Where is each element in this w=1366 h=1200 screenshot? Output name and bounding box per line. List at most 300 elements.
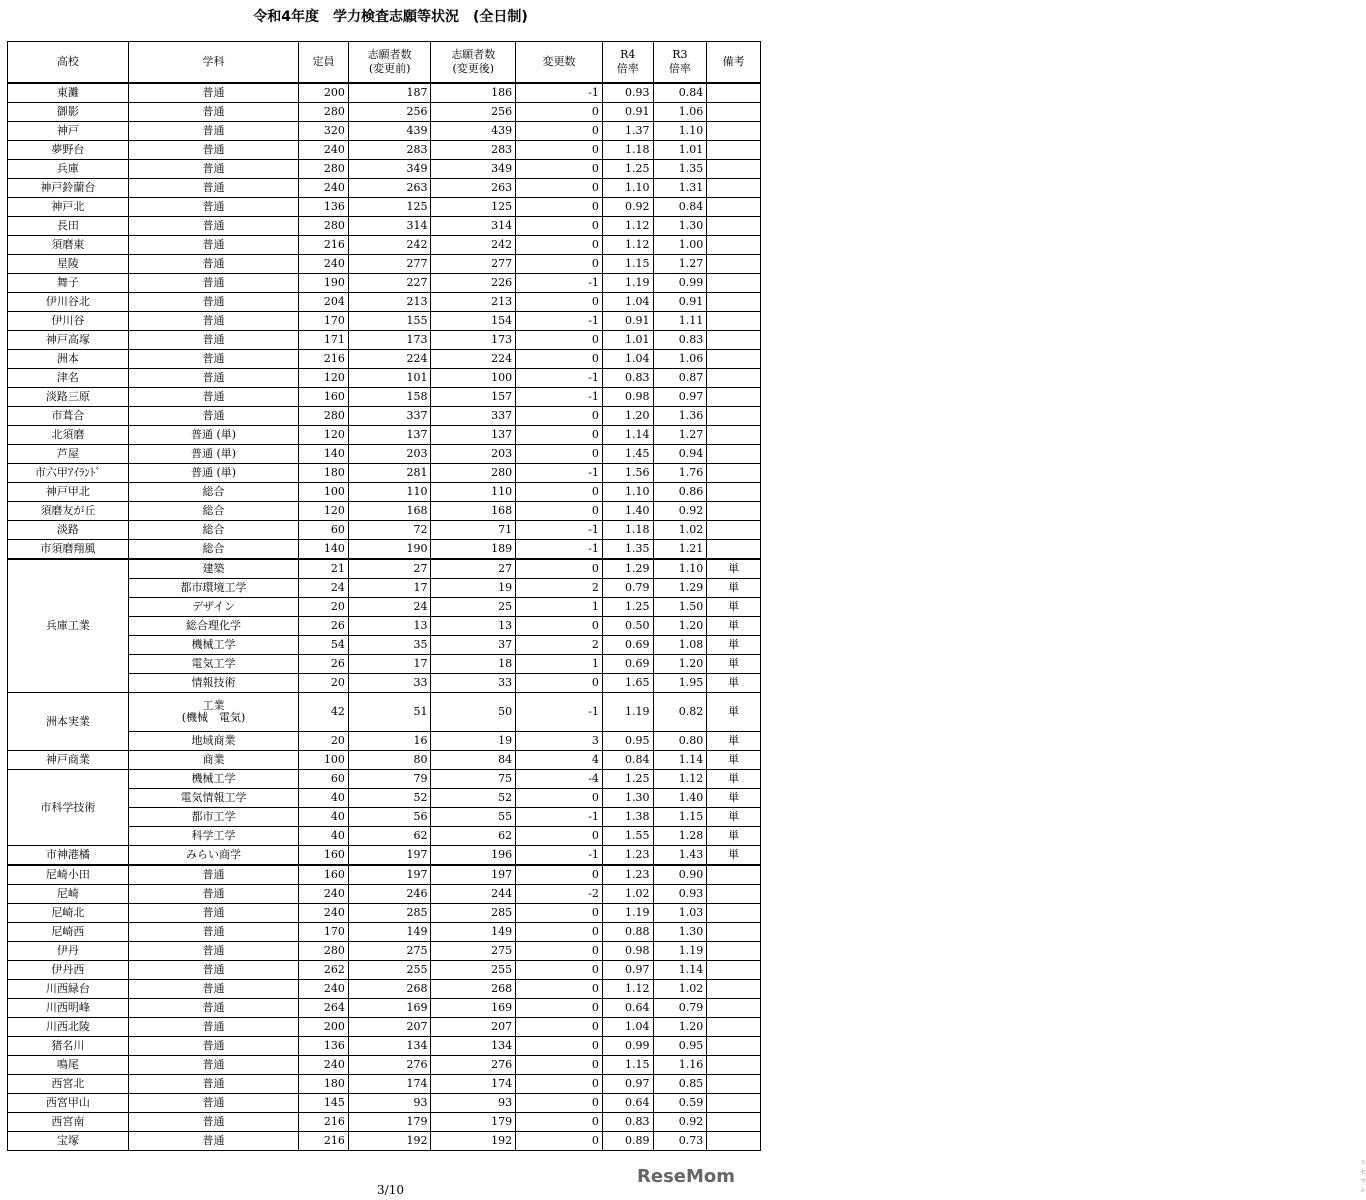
cell-r3-ratio: 1.11 [653,312,707,331]
cell-r4-ratio: 1.04 [602,293,653,312]
cell-r3-ratio: 1.31 [653,179,707,198]
cell-note: 単 [707,636,761,655]
cell-note [707,198,761,217]
cell-note [707,141,761,160]
cell-change: 2 [516,636,603,655]
cell-capacity: 26 [299,617,349,636]
cell-school: 伊丹西 [8,961,129,980]
cell-applicants-after: 179 [431,1113,516,1132]
cell-note: 単 [707,827,761,846]
cell-applicants-after: 52 [431,789,516,808]
cell-applicants-before: 242 [348,236,431,255]
cell-capacity: 180 [299,1075,349,1094]
cell-note [707,1056,761,1075]
cell-capacity: 21 [299,559,349,579]
cell-r3-ratio: 1.10 [653,122,707,141]
cell-r4-ratio: 1.02 [602,885,653,904]
cell-capacity: 20 [299,598,349,617]
cell-change: 0 [516,904,603,923]
cell-capacity: 240 [299,255,349,274]
cell-capacity: 280 [299,103,349,122]
cell-note: 単 [707,693,761,732]
cell-r4-ratio: 0.97 [602,961,653,980]
cell-r4-ratio: 0.98 [602,942,653,961]
cell-r4-ratio: 1.56 [602,464,653,483]
cell-capacity: 42 [299,693,349,732]
cell-applicants-after: 25 [431,598,516,617]
cell-school: 舞子 [8,274,129,293]
cell-applicants-before: 173 [348,331,431,350]
cell-change: 0 [516,1037,603,1056]
cell-applicants-before: 24 [348,598,431,617]
cell-applicants-before: 35 [348,636,431,655]
cell-capacity: 204 [299,293,349,312]
cell-r4-ratio: 0.64 [602,999,653,1018]
cell-school: 長田 [8,217,129,236]
cell-dept: 普通 [128,1037,298,1056]
cell-r4-ratio: 0.92 [602,198,653,217]
cell-r4-ratio: 1.55 [602,827,653,846]
cell-note [707,274,761,293]
cell-r3-ratio: 0.90 [653,865,707,885]
header-r3-ratio: R3 倍率 [653,42,707,84]
cell-capacity: 100 [299,483,349,502]
cell-change: 0 [516,350,603,369]
cell-school: 夢野台 [8,141,129,160]
cell-r3-ratio: 0.84 [653,83,707,103]
cell-r4-ratio: 1.12 [602,236,653,255]
cell-change: -1 [516,808,603,827]
cell-school: 伊川谷 [8,312,129,331]
cell-change: 3 [516,732,603,751]
cell-change: -1 [516,83,603,103]
cell-change: 2 [516,579,603,598]
cell-r3-ratio: 1.14 [653,751,707,770]
table-row [8,331,761,350]
cell-r4-ratio: 1.25 [602,598,653,617]
cell-dept: 普通 [128,904,298,923]
cell-applicants-after: 283 [431,141,516,160]
cell-applicants-after: 84 [431,751,516,770]
cell-capacity: 20 [299,674,349,693]
cell-school: 神戸北 [8,198,129,217]
table-row [8,751,761,770]
cell-school: 伊川谷北 [8,293,129,312]
cell-school: 川西北陵 [8,1018,129,1037]
cell-r3-ratio: 0.84 [653,198,707,217]
cell-r4-ratio: 0.69 [602,655,653,674]
cell-dept: 電気情報工学 [128,789,298,808]
cell-school: 市六甲ｱｲﾗﾝﾄﾞ [8,464,129,483]
cell-r3-ratio: 0.93 [653,885,707,904]
table-row [8,980,761,999]
cell-r4-ratio: 1.19 [602,274,653,293]
table-row [8,122,761,141]
cell-school: 尼崎小田 [8,865,129,885]
cell-school: 川西明峰 [8,999,129,1018]
cell-applicants-before: 275 [348,942,431,961]
table-row [8,1037,761,1056]
table-row [8,885,761,904]
cell-note [707,293,761,312]
cell-dept: 普通 (単) [128,426,298,445]
table-row [8,559,761,579]
cell-change: 0 [516,865,603,885]
cell-applicants-after: 157 [431,388,516,407]
cell-dept: 普通 [128,198,298,217]
cell-applicants-before: 155 [348,312,431,331]
cell-school: 神戸鈴蘭台 [8,179,129,198]
cell-note [707,160,761,179]
cell-capacity: 100 [299,751,349,770]
cell-change: 0 [516,942,603,961]
cell-r3-ratio: 1.12 [653,770,707,789]
cell-applicants-after: 33 [431,674,516,693]
cell-school: 御影 [8,103,129,122]
cell-change: 0 [516,827,603,846]
cell-capacity: 200 [299,1018,349,1037]
cell-r4-ratio: 1.18 [602,521,653,540]
table-row [8,103,761,122]
cell-change: 0 [516,1132,603,1151]
cell-capacity: 160 [299,388,349,407]
cell-r3-ratio: 0.97 [653,388,707,407]
cell-r3-ratio: 1.35 [653,160,707,179]
table-row [8,846,761,866]
table-row [8,274,761,293]
cell-capacity: 262 [299,961,349,980]
cell-change: 0 [516,141,603,160]
cell-dept: 地域商業 [128,732,298,751]
cell-dept: 機械工学 [128,636,298,655]
cell-school: 西宮北 [8,1075,129,1094]
cell-r4-ratio: 1.04 [602,1018,653,1037]
cell-dept: デザイン [128,598,298,617]
cell-dept: 普通 [128,179,298,198]
cell-applicants-before: 52 [348,789,431,808]
cell-r3-ratio: 1.30 [653,923,707,942]
cell-change: 0 [516,1056,603,1075]
cell-note [707,217,761,236]
cell-r4-ratio: 1.25 [602,770,653,789]
cell-change: 0 [516,674,603,693]
cell-capacity: 120 [299,369,349,388]
cell-applicants-before: 13 [348,617,431,636]
cell-applicants-after: 134 [431,1037,516,1056]
cell-change: 0 [516,1113,603,1132]
cell-change: 0 [516,179,603,198]
cell-change: 1 [516,655,603,674]
table-row [8,942,761,961]
cell-school: 市葺合 [8,407,129,426]
cell-applicants-before: 62 [348,827,431,846]
cell-applicants-after: 275 [431,942,516,961]
table-row [8,312,761,331]
cell-r4-ratio: 1.10 [602,483,653,502]
header-capacity: 定員 [299,42,349,84]
cell-applicants-before: 213 [348,293,431,312]
cell-r3-ratio: 1.20 [653,655,707,674]
cell-change: 0 [516,407,603,426]
cell-applicants-before: 190 [348,540,431,560]
cell-r4-ratio: 0.79 [602,579,653,598]
cell-note [707,464,761,483]
cell-capacity: 280 [299,160,349,179]
cell-r3-ratio: 0.86 [653,483,707,502]
table-row [8,865,761,885]
cell-note [707,923,761,942]
cell-capacity: 240 [299,904,349,923]
cell-note [707,1075,761,1094]
cell-applicants-before: 169 [348,999,431,1018]
cell-capacity: 216 [299,1132,349,1151]
cell-capacity: 160 [299,846,349,866]
cell-dept: 普通 (単) [128,464,298,483]
cell-r3-ratio: 0.79 [653,999,707,1018]
cell-dept: 工業 (機械 電気) [128,693,298,732]
cell-capacity: 26 [299,655,349,674]
cell-dept: 普通 [128,407,298,426]
cell-dept: 普通 [128,1094,298,1113]
cell-note [707,980,761,999]
cell-dept: 普通 [128,217,298,236]
cell-r4-ratio: 0.50 [602,617,653,636]
cell-r4-ratio: 1.40 [602,502,653,521]
cell-note: 単 [707,655,761,674]
cell-note: 単 [707,846,761,866]
cell-note [707,1037,761,1056]
cell-r3-ratio: 1.27 [653,255,707,274]
table-header-row [8,42,761,84]
table-row [8,350,761,369]
cell-school: 神戸甲北 [8,483,129,502]
cell-capacity: 160 [299,865,349,885]
cell-r4-ratio: 1.15 [602,255,653,274]
table-row [8,521,761,540]
cell-change: 0 [516,999,603,1018]
cell-r3-ratio: 1.00 [653,236,707,255]
cell-r4-ratio: 1.23 [602,846,653,866]
cell-note [707,350,761,369]
cell-change: -2 [516,885,603,904]
cell-r4-ratio: 1.29 [602,559,653,579]
cell-dept: 商業 [128,751,298,770]
cell-applicants-before: 277 [348,255,431,274]
cell-applicants-before: 224 [348,350,431,369]
cell-r3-ratio: 1.19 [653,942,707,961]
cell-applicants-after: 71 [431,521,516,540]
cell-change: -1 [516,540,603,560]
cell-applicants-before: 246 [348,885,431,904]
cell-capacity: 240 [299,885,349,904]
cell-note: 単 [707,770,761,789]
cell-capacity: 20 [299,732,349,751]
cell-school: 川西緑台 [8,980,129,999]
cell-capacity: 190 [299,274,349,293]
cell-applicants-before: 285 [348,904,431,923]
cell-applicants-before: 101 [348,369,431,388]
cell-applicants-before: 79 [348,770,431,789]
cell-r4-ratio: 1.25 [602,160,653,179]
cell-r4-ratio: 0.84 [602,751,653,770]
cell-applicants-before: 203 [348,445,431,464]
cell-applicants-after: 192 [431,1132,516,1151]
header-note: 備考 [707,42,761,84]
table-row [8,198,761,217]
cell-r4-ratio: 1.38 [602,808,653,827]
cell-dept: 普通 [128,103,298,122]
cell-r4-ratio: 1.12 [602,217,653,236]
cell-capacity: 280 [299,407,349,426]
cell-applicants-after: 277 [431,255,516,274]
cell-applicants-after: 276 [431,1056,516,1075]
cell-school: 市神港橘 [8,846,129,866]
cell-dept: 普通 [128,942,298,961]
cell-applicants-after: 226 [431,274,516,293]
table-row [8,483,761,502]
cell-change: -1 [516,693,603,732]
cell-school: 東灘 [8,83,129,103]
cell-dept: 普通 [128,885,298,904]
table-row [8,141,761,160]
cell-applicants-before: 179 [348,1113,431,1132]
cell-dept: 都市環境工学 [128,579,298,598]
cell-applicants-after: 37 [431,636,516,655]
cell-applicants-after: 337 [431,407,516,426]
cell-capacity: 140 [299,540,349,560]
cell-change: 0 [516,559,603,579]
cell-applicants-before: 192 [348,1132,431,1151]
cell-note: 単 [707,617,761,636]
cell-note [707,483,761,502]
table-row [8,464,761,483]
table-row [8,445,761,464]
cell-r4-ratio: 1.65 [602,674,653,693]
cell-r4-ratio: 1.18 [602,141,653,160]
cell-applicants-after: 50 [431,693,516,732]
cell-dept: 普通 [128,1056,298,1075]
cell-applicants-after: 13 [431,617,516,636]
cell-applicants-after: 174 [431,1075,516,1094]
cell-note [707,236,761,255]
cell-r3-ratio: 1.30 [653,217,707,236]
cell-dept: 普通 [128,980,298,999]
cell-note: 単 [707,808,761,827]
cell-applicants-after: 189 [431,540,516,560]
cell-r4-ratio: 0.99 [602,1037,653,1056]
cell-note: 単 [707,732,761,751]
cell-capacity: 145 [299,1094,349,1113]
cell-change: 0 [516,255,603,274]
cell-r3-ratio: 1.20 [653,1018,707,1037]
cell-school: 津名 [8,369,129,388]
cell-school: 市須磨翔風 [8,540,129,560]
cell-capacity: 60 [299,521,349,540]
cell-r3-ratio: 1.08 [653,636,707,655]
cell-dept: 普通 [128,350,298,369]
cell-change: -1 [516,369,603,388]
cell-r3-ratio: 0.91 [653,293,707,312]
cell-r3-ratio: 0.85 [653,1075,707,1094]
cell-note [707,1113,761,1132]
cell-dept: 普通 [128,1132,298,1151]
cell-dept: 普通 [128,160,298,179]
cell-school: 宝塚 [8,1132,129,1151]
cell-capacity: 40 [299,789,349,808]
cell-note [707,1132,761,1151]
cell-applicants-after: 100 [431,369,516,388]
cell-dept: 普通 [128,255,298,274]
cell-r3-ratio: 1.36 [653,407,707,426]
table-row [8,904,761,923]
cell-school: 西宮南 [8,1113,129,1132]
cell-applicants-before: 33 [348,674,431,693]
cell-r4-ratio: 1.35 [602,540,653,560]
cell-applicants-after: 263 [431,179,516,198]
cell-note [707,426,761,445]
header-school: 高校 [8,42,129,84]
cell-applicants-before: 125 [348,198,431,217]
cell-change: 0 [516,502,603,521]
cell-dept: 普通 [128,274,298,293]
cell-applicants-before: 158 [348,388,431,407]
cell-dept: 普通 [128,1113,298,1132]
cell-note: 単 [707,579,761,598]
cell-r4-ratio: 0.98 [602,388,653,407]
cell-applicants-after: 168 [431,502,516,521]
cell-school: 淡路三原 [8,388,129,407]
cell-r3-ratio: 1.95 [653,674,707,693]
cell-dept: 普通 [128,331,298,350]
cell-school: 北須磨 [8,426,129,445]
cell-school: 兵庫 [8,160,129,179]
cell-change: -1 [516,388,603,407]
cell-school: 須磨友が丘 [8,502,129,521]
cell-school: 尼崎西 [8,923,129,942]
cell-note [707,1018,761,1037]
cell-dept: 普通 [128,83,298,103]
cell-applicants-after: 207 [431,1018,516,1037]
cell-r3-ratio: 0.94 [653,445,707,464]
cell-school: 尼崎北 [8,904,129,923]
cell-note [707,388,761,407]
cell-capacity: 54 [299,636,349,655]
cell-applicants-after: 55 [431,808,516,827]
cell-change: 0 [516,122,603,141]
cell-change: 0 [516,236,603,255]
cell-r3-ratio: 1.14 [653,961,707,980]
cell-r3-ratio: 1.40 [653,789,707,808]
cell-dept: 普通 [128,1018,298,1037]
table-row [8,388,761,407]
cell-applicants-after: 213 [431,293,516,312]
cell-r4-ratio: 1.45 [602,445,653,464]
cell-r4-ratio: 0.83 [602,369,653,388]
cell-note: 単 [707,751,761,770]
cell-applicants-before: 439 [348,122,431,141]
cell-r4-ratio: 1.12 [602,980,653,999]
header-r4-ratio: R4 倍率 [602,42,653,84]
cell-school: 洲本 [8,350,129,369]
table-row [8,770,761,789]
cell-change: -1 [516,274,603,293]
cell-note [707,445,761,464]
cell-applicants-before: 51 [348,693,431,732]
cell-school: 猪名川 [8,1037,129,1056]
table-row [8,407,761,426]
cell-note [707,407,761,426]
cell-change: 0 [516,293,603,312]
